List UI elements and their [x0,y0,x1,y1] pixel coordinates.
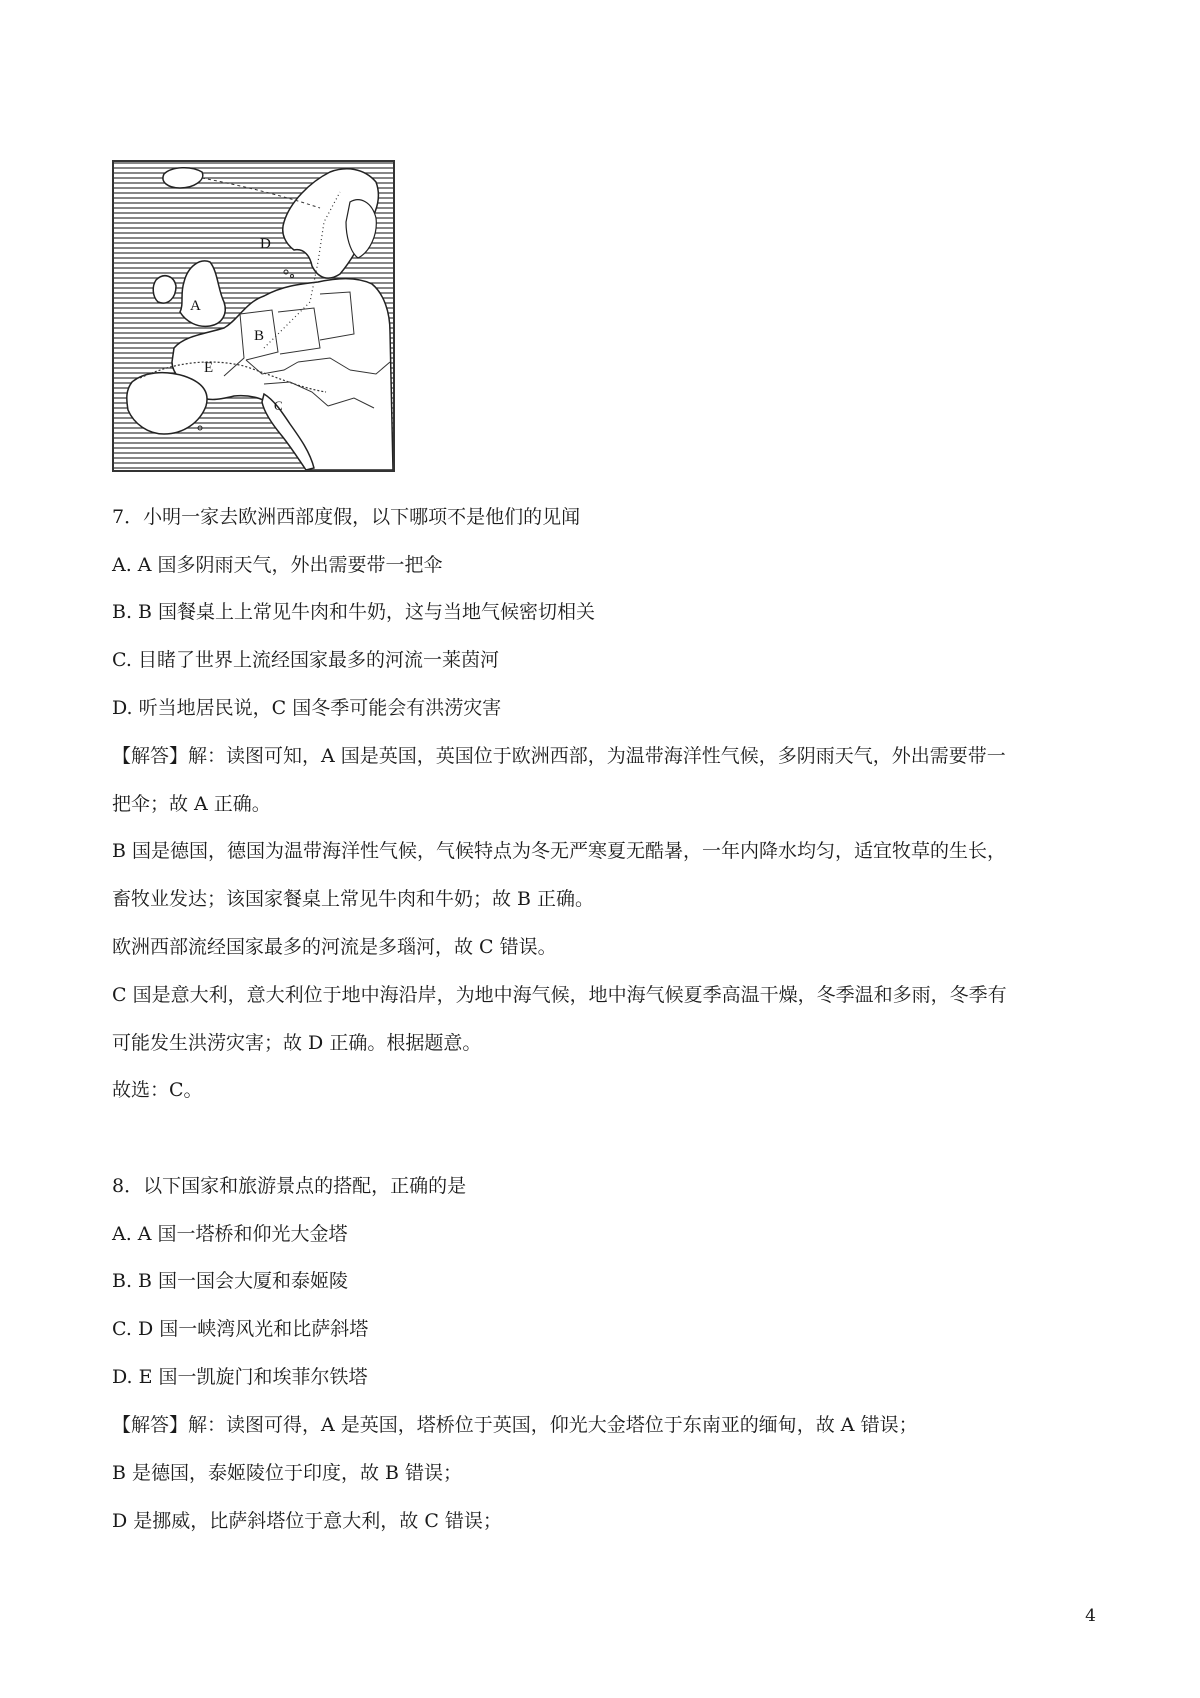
map-label-a: A [190,298,201,314]
q8-stem: 8．以下国家和旅游景点的搭配，正确的是 [112,1175,467,1197]
q7-option-b: B. B 国餐桌上上常见牛肉和牛奶，这与当地气候密切相关 [112,601,596,623]
page-number: 4 [1085,1606,1096,1626]
q7-answer-line: C 国是意大利，意大利位于地中海沿岸，为地中海气候，地中海气候夏季高温干燥，冬季温和多雨，冬季有 [112,984,1007,1006]
q7-answer-line: 【解答】解：读图可知，A 国是英国，英国位于欧洲西部，为温带海洋性气候，多阴雨天气，外出需要带一 [112,745,1006,767]
q8-option-d: D. E 国一凯旋门和埃菲尔铁塔 [112,1366,368,1388]
europe-map-drawing [114,162,393,470]
q7-answer-line: 把伞；故 A 正确。 [112,793,271,815]
europe-map [112,160,395,472]
q8-option-b: B. B 国一国会大厦和泰姬陵 [112,1270,349,1292]
q7-option-a: A. A 国多阴雨天气，外出需要带一把伞 [112,554,443,576]
map-label-e: E [204,360,214,376]
q8-answer-line: B 是德国，泰姬陵位于印度，故 B 错误； [112,1462,463,1484]
q8-option-c: C. D 国一峡湾风光和比萨斜塔 [112,1318,369,1340]
q7-option-c: C. 目睹了世界上流经国家最多的河流一莱茵河 [112,649,499,671]
q7-answer-conclusion: 故选：C。 [112,1079,203,1101]
q7-option-d: D. 听当地居民说，C 国冬季可能会有洪涝灾害 [112,697,502,719]
q7-answer-line: B 国是德国，德国为温带海洋性气候，气候特点为冬无严寒夏无酷暑，一年内降水均匀，适宜牧草的生长， [112,840,1007,862]
map-label-d: D [260,236,271,252]
q7-answer-line: 欧洲西部流经国家最多的河流是多瑙河，故 C 错误。 [112,936,557,958]
q7-answer-line: 可能发生洪涝灾害；故 D 正确。根据题意。 [112,1032,482,1054]
map-label-b: B [254,328,265,344]
q8-answer-line: D 是挪威，比萨斜塔位于意大利，故 C 错误； [112,1510,502,1532]
q7-answer-line: 畜牧业发达；该国家餐桌上常见牛肉和牛奶；故 B 正确。 [112,888,595,910]
q8-answer-line: 【解答】解：读图可得，A 是英国，塔桥位于英国，仰光大金塔位于东南亚的缅甸，故 A 错误； [112,1414,918,1436]
map-label-c: C [274,398,283,413]
ireland-shape [153,276,176,303]
q8-option-a: A. A 国一塔桥和仰光大金塔 [112,1223,348,1245]
q7-stem: 7．小明一家去欧洲西部度假，以下哪项不是他们的见闻 [112,506,581,528]
